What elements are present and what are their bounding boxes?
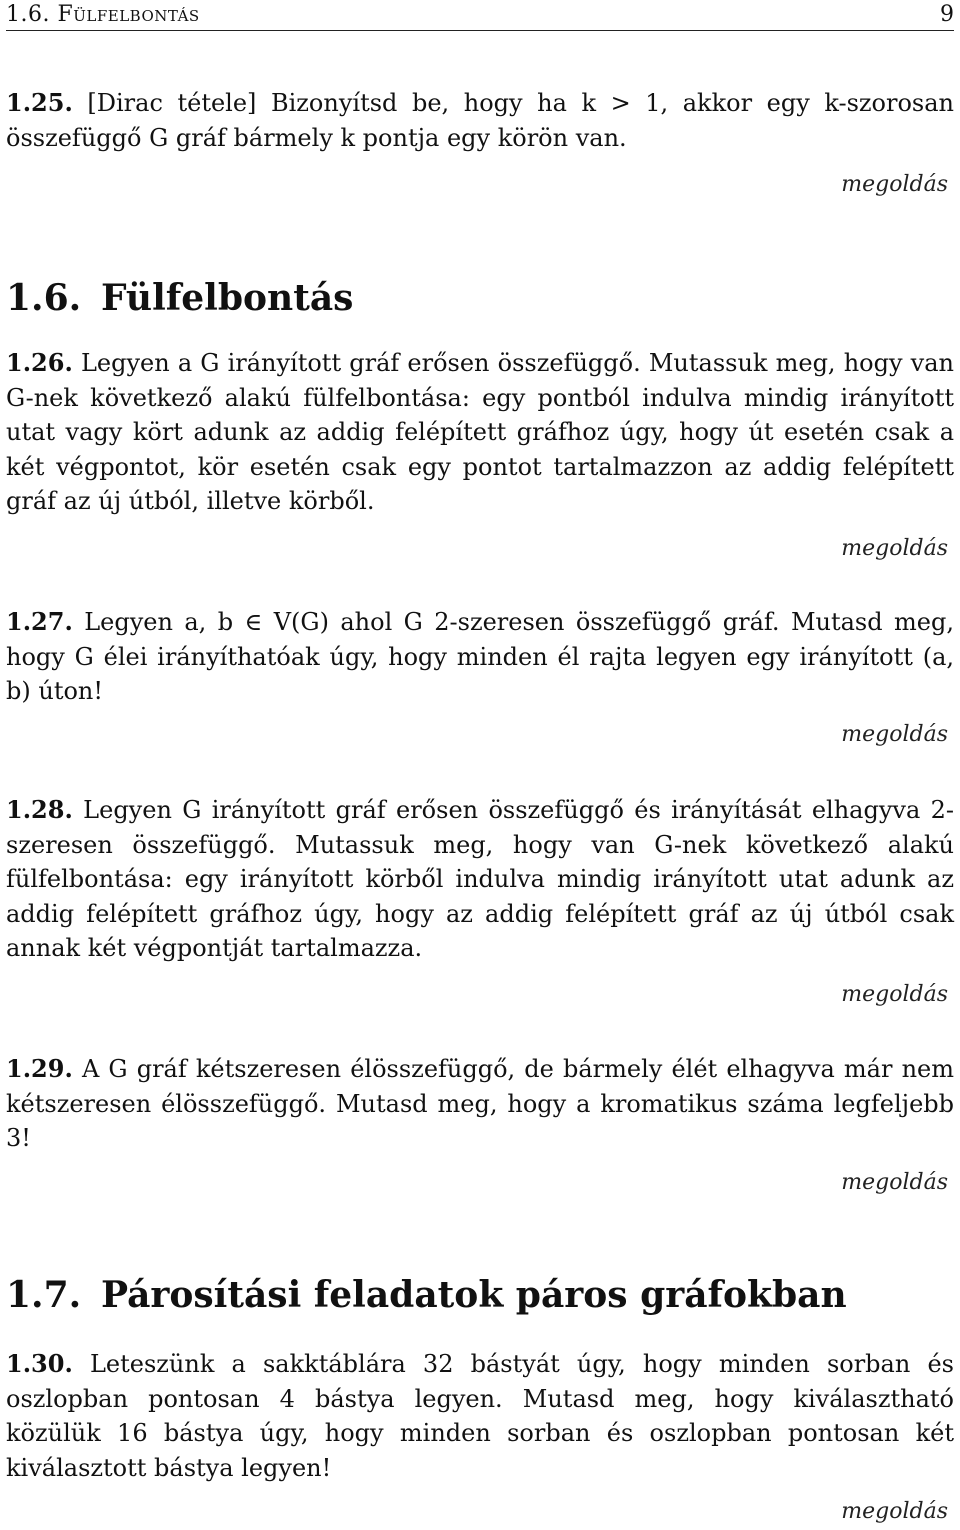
section-number: 1.6.: [6, 277, 82, 319]
page-number: 9: [940, 2, 954, 27]
problem-number: 1.26.: [6, 348, 73, 377]
solution-link-1-29[interactable]: megoldás: [841, 1170, 948, 1195]
problem-1-28: [6, 793, 954, 966]
solution-link-1-27[interactable]: megoldás: [841, 722, 948, 747]
problem-text: [Dirac tétele] Bizonyítsd be, hogy ha k > 1, akkor egy k-szorosan összefüggő G gráf bármely k pontja egy körön van.: [6, 89, 954, 152]
problem-text: Legyen G irányított gráf erősen összefüggő és irányítását elhagyva 2-szeresen összefüggő. Mutassuk meg, hogy van G-nek következő alakú fülfelbontása: egy irányított körből indulva mindig irányított utat adunk az addig felépített gráfhoz úgy, hogy az addig felépített gráf az új útból csak annak két végpontját tartalmazza.: [6, 796, 954, 962]
section-title-text: Párosítási feladatok páros gráfokban: [101, 1274, 847, 1316]
section-heading-1-6: [6, 276, 353, 320]
problem-number: 1.29.: [6, 1054, 73, 1083]
solution-link-1-25[interactable]: megoldás: [841, 172, 948, 197]
running-head-section: [6, 0, 200, 30]
solution-link-1-30[interactable]: megoldás: [841, 1499, 948, 1524]
problem-text: Legyen a G irányított gráf erősen összefüggő. Mutassuk meg, hogy van G-nek következő alakú fülfelbontása: egy pontból indulva mindig irányított utat vagy kört adunk az addig felépített gráfhoz úgy, hogy út esetén csak a két végpontot, kör esetén csak egy pontot tartalmazzon az addig felépített gráf az új útból, illetve körből.: [6, 349, 954, 515]
problem-1-25: [6, 86, 954, 155]
running-head: [6, 0, 954, 31]
solution-link-1-28[interactable]: megoldás: [841, 982, 948, 1007]
problem-1-29: [6, 1052, 954, 1156]
problem-1-27: [6, 605, 954, 709]
running-head-section-name: Fülfelbontás: [57, 2, 200, 27]
problem-number: 1.28.: [6, 795, 73, 824]
problem-text: Legyen a, b ∈ V(G) ahol G 2-szeresen összefüggő gráf. Mutasd meg, hogy G élei irányíthatóak úgy, hogy minden él rajta legyen egy irányított (a, b) úton!: [6, 608, 954, 705]
problem-number: 1.30.: [6, 1349, 73, 1378]
problem-1-26: [6, 346, 954, 519]
problem-1-30: [6, 1347, 954, 1485]
problem-text: A G gráf kétszeresen élösszefüggő, de bármely élét elhagyva már nem kétszeresen élösszefüggő. Mutasd meg, hogy a kromatikus száma legfeljebb 3!: [6, 1055, 954, 1152]
problem-text: Leteszünk a sakktáblára 32 bástyát úgy, hogy minden sorban és oszlopban pontosan 4 bástya legyen. Mutasd meg, hogy kiválasztható közülük 16 bástya úgy, hogy minden sorban és oszlopban pontosan két kiválasztott bástya legyen!: [6, 1350, 954, 1482]
running-head-section-number: 1.6.: [6, 2, 50, 27]
problem-number: 1.25.: [6, 88, 73, 117]
section-number: 1.7.: [6, 1274, 82, 1316]
section-title-text: Fülfelbontás: [101, 277, 354, 319]
problem-number: 1.27.: [6, 607, 73, 636]
section-heading-1-7: [6, 1273, 847, 1317]
solution-link-1-26[interactable]: megoldás: [841, 536, 948, 561]
